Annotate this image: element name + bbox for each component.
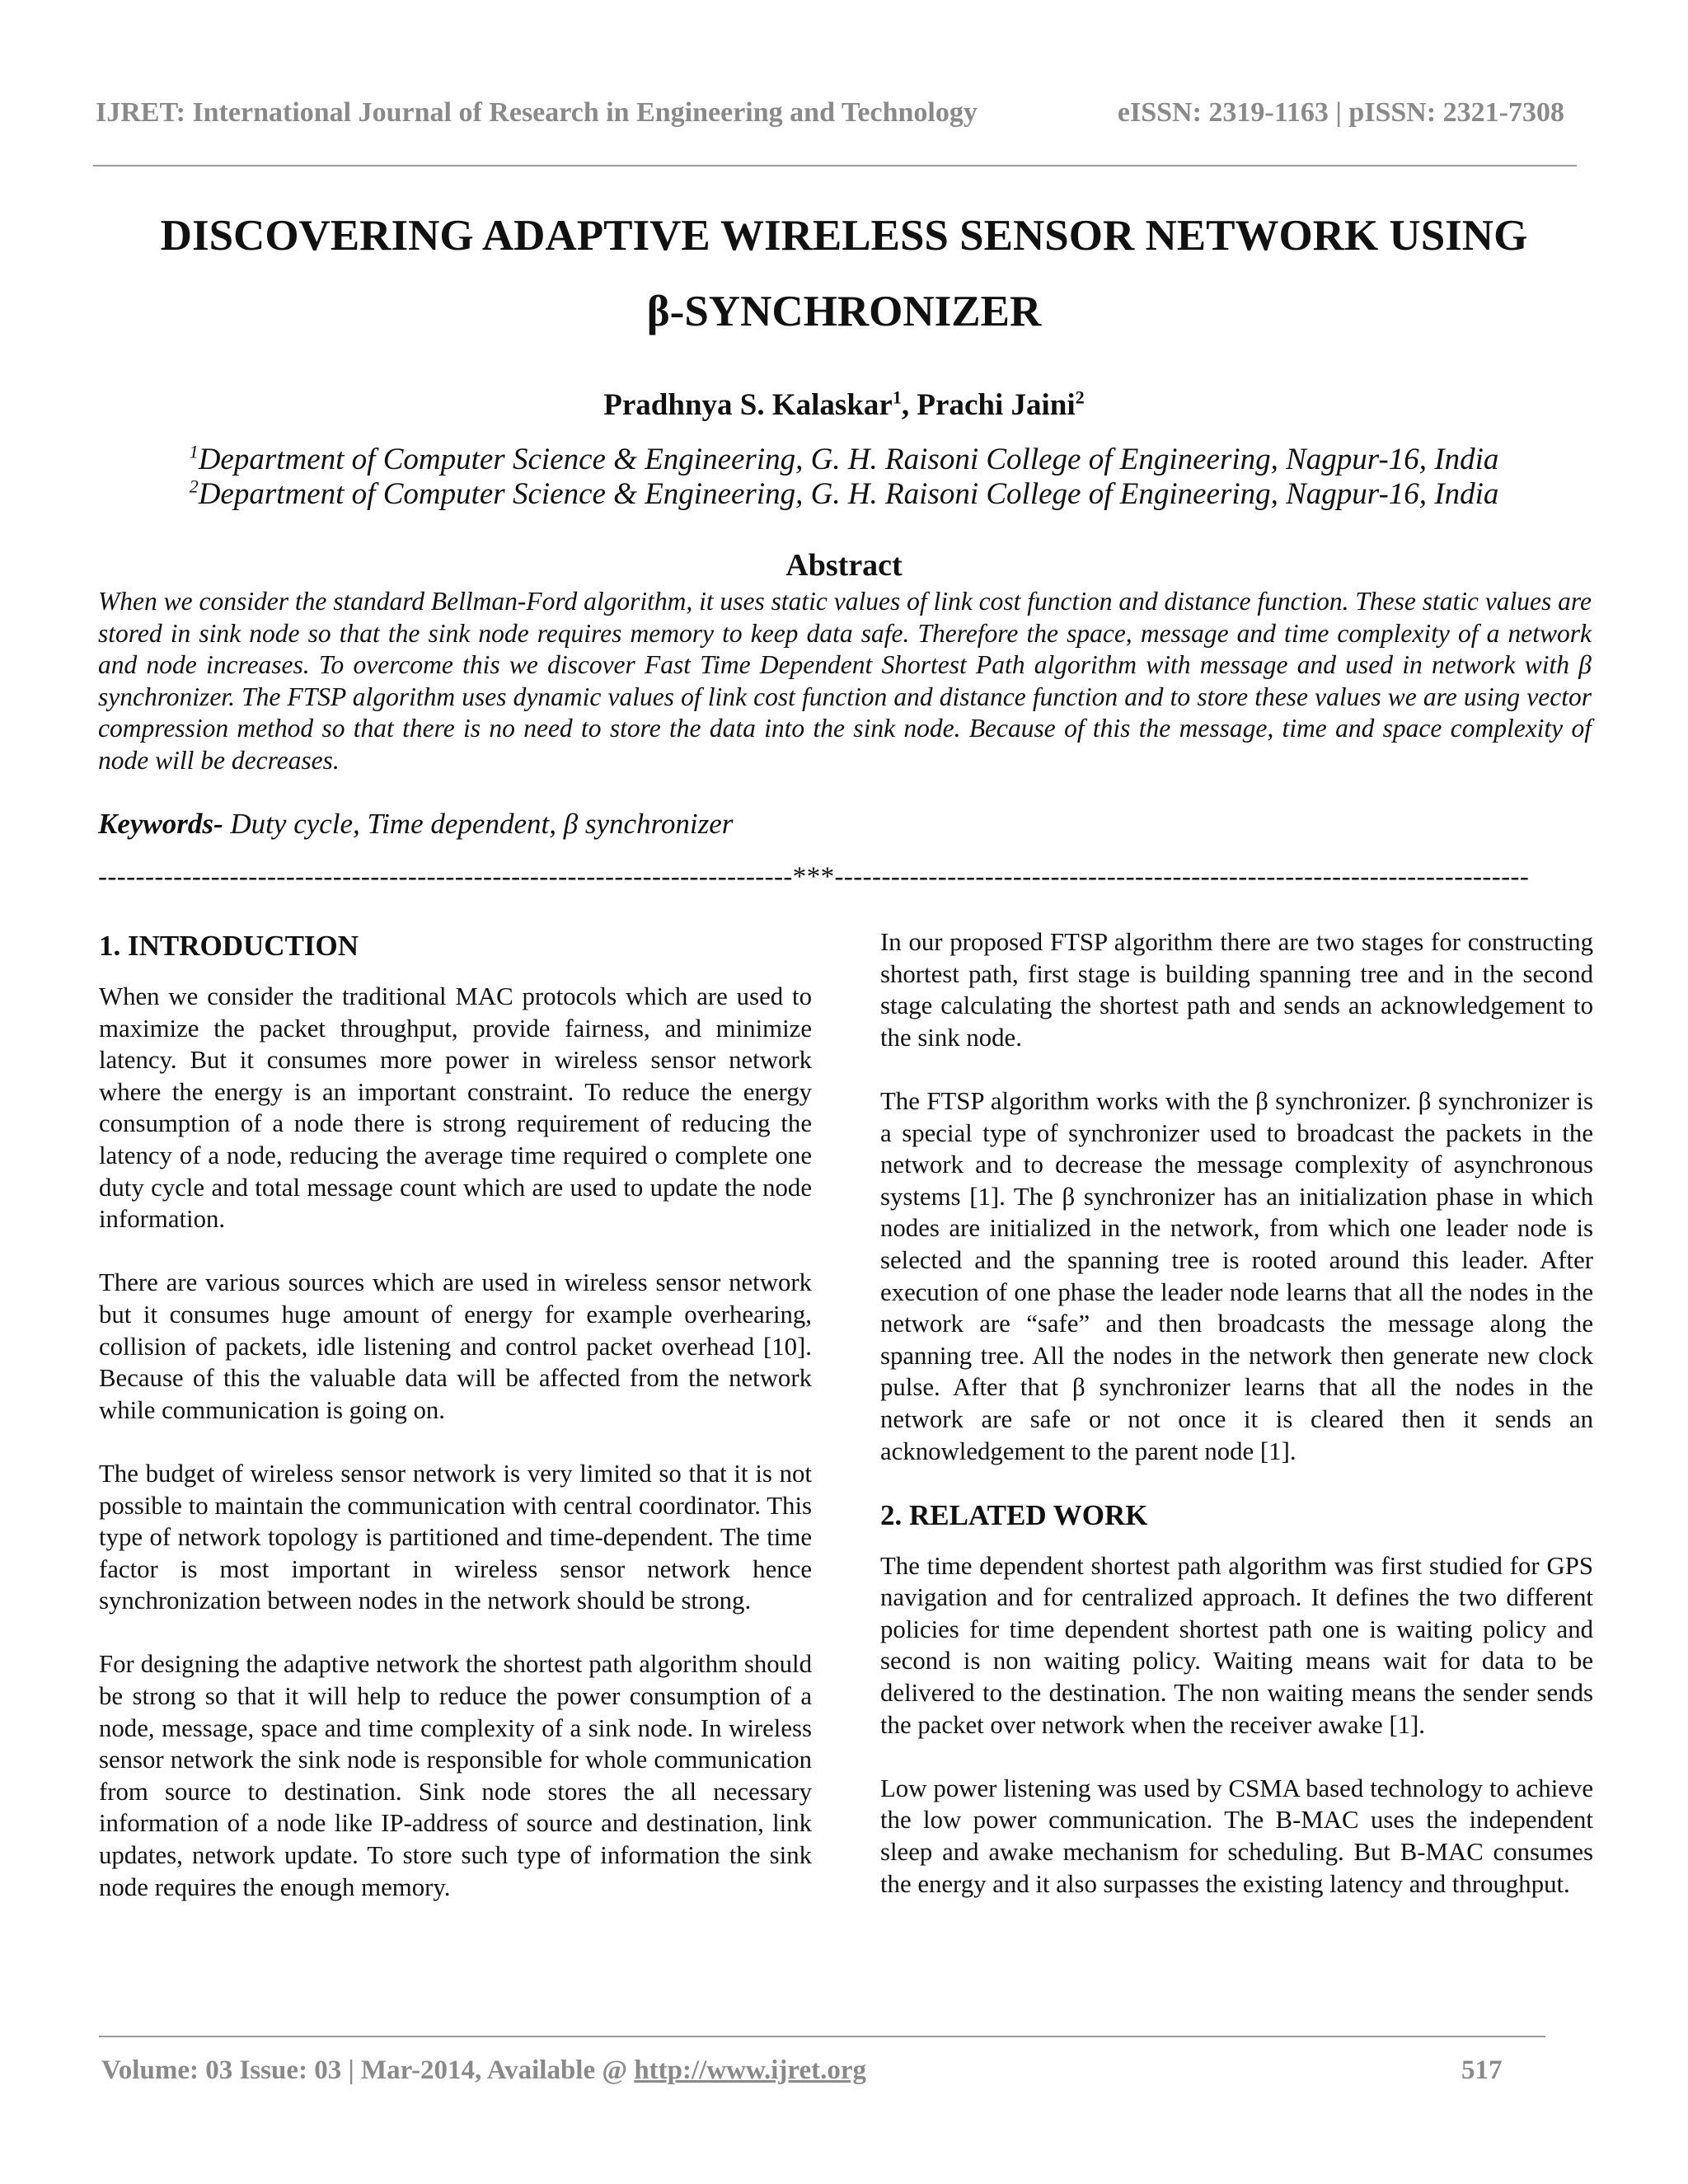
affiliation-1-text: Department of Computer Science & Engineering, G. H. Raisoni College of Engineering, Nagpur-16, India: [198, 443, 1499, 476]
paper-title: [82, 198, 1606, 349]
affiliation-2-text: Department of Computer Science & Engineering, G. H. Raisoni College of Engineering, Nagpur-16, India: [198, 477, 1499, 511]
keywords-label: Keywords-: [98, 808, 223, 840]
author-2-sup: 2: [1075, 387, 1085, 408]
right-column: [880, 926, 1593, 1932]
intro-heading: 1. INTRODUCTION: [99, 930, 359, 962]
title-line-2: β-SYNCHRONIZER: [646, 288, 1042, 335]
issn: eISSN: 2319-1163 | pISSN: 2321-7308: [1117, 97, 1564, 128]
author-1-sup: 1: [892, 387, 902, 408]
author-2: Prachi Jaini: [917, 388, 1076, 422]
intro-paragraph-1: When we consider the traditional MAC protocols which are used to maximize the packet throughput, provide fairness, and minimize latency. But it consumes more power in wireless sensor network where the energy is an important constraint. To reduce the energy consumption of a node there is strong requirement of reducing the latency of a node, reducing the average time required o complete one duty cycle and total message count which are used to update the node information.: [99, 982, 812, 1234]
affiliation-2: [0, 477, 1688, 512]
intro-paragraph-2: There are various sources which are used in wireless sensor network but it consumes huge amount of energy for example overhearing, collision of packets, idle listening and control packet overhead [10]. Because of this the valuable data will be affected from the network while communication is going on.: [99, 1268, 812, 1424]
author-separator: ,: [901, 388, 917, 422]
affiliation-2-sup: 2: [189, 476, 199, 497]
journal-name: IJRET: International Journal of Research in Engineering and Technology: [96, 97, 978, 128]
footer-url-link[interactable]: http://www.ijret.org: [634, 2055, 866, 2085]
affiliation-1-sup: 1: [189, 441, 199, 462]
related-work-heading: 2. RELATED WORK: [880, 1498, 1148, 1531]
affiliation-1: [0, 443, 1688, 477]
related-paragraph-2: Low power listening was used by CSMA based technology to achieve the low power communication. The B-MAC uses the independent sleep and awake mechanism for scheduling. But B-MAC consumes the energy and it also surpasses the existing latency and throughput.: [880, 1774, 1593, 1898]
abstract-text: When we consider the standard Bellman-Ford algorithm, it uses static values of link cost function and distance function. These static values are stored in sink node so that the sink node requires memory to keep data safe. Therefore the space, message and time complexity of a network and node increases. To overcome this we discover Fast Time Dependent Shortest Path algorithm with message and used in network with β synchronizer. The FTSP algorithm uses dynamic values of link cost function and distance function and to store these values we are using vector compression method so that there is no need to store the data into the sink node. Because of this the message, time and space complexity of node will be decreases.: [98, 587, 1592, 775]
affiliations: [0, 443, 1688, 512]
running-header: [96, 97, 1579, 138]
authors: [0, 387, 1688, 423]
intro-paragraph-4: For designing the adaptive network the shortest path algorithm should be strong so that it will help to reduce the power consumption of a node, message, space and time complexity of a sink node. In wireless sensor network the sink node is responsible for whole communication from source to destination. Sink node stores the all necessary information of a node like IP-address of source and destination, link updates, network update. To store such type of information the sink node requires the enough memory.: [99, 1650, 812, 1901]
intro-paragraph-5: In our proposed FTSP algorithm there are two stages for constructing shortest path, first stage is building spanning tree and in the second stage calculating the shortest path and sends an acknowledgement to the sink node.: [880, 928, 1593, 1052]
author-1: Pradhnya S. Kalaskar: [603, 388, 893, 422]
section-separator: --------------------------------------------------------------------------***--------------------------------------------------------------------------: [98, 862, 1530, 892]
keywords: [98, 808, 733, 841]
header-rule: [93, 165, 1577, 166]
page-number: 517: [1461, 2055, 1503, 2085]
intro-paragraph-6: The FTSP algorithm works with the β synchronizer. β synchronizer is a special type of synchronizer used to broadcast the packets in the network and to decrease the message complexity of asynchronous systems [1]. The β synchronizer has an initialization phase in which nodes are initialized in the network, from which one leader node is selected and the spanning tree is rooted around this leader. After execution of one phase the leader node learns that all the nodes in the network are “safe” and then broadcasts the message along the spanning tree. All the nodes in the network then generate new clock pulse. After that β synchronizer learns that all the nodes in the network are safe or not once it is cleared then it sends an acknowledgement to the parent node [1].: [880, 1086, 1593, 1465]
intro-paragraph-3: The budget of wireless sensor network is very limited so that it is not possible to maintain the communication with central coordinator. This type of network topology is partitioned and time-dependent. The time factor is most important in wireless sensor network hence synchronization between nodes in the network should be strong.: [99, 1459, 812, 1615]
related-paragraph-1: The time dependent shortest path algorithm was first studied for GPS navigation and for centralized approach. It defines the two different policies for time dependent shortest path one is waiting policy and second is non waiting policy. Waiting means wait for data to be delivered to the destination. The non waiting means the sender sends the packet over network when the receiver awake [1].: [880, 1551, 1593, 1739]
footer-rule: [99, 2036, 1545, 2037]
left-column: [99, 930, 812, 1935]
abstract-heading: Abstract: [785, 548, 903, 583]
footer-volume-text: Volume: 03 Issue: 03 | Mar-2014, Available @: [101, 2055, 635, 2085]
footer-volume: [101, 2055, 866, 2086]
keywords-text: Duty cycle, Time dependent, β synchronizer: [223, 808, 734, 840]
title-line-1: DISCOVERING ADAPTIVE WIRELESS SENSOR NETWORK USING: [160, 212, 1528, 260]
